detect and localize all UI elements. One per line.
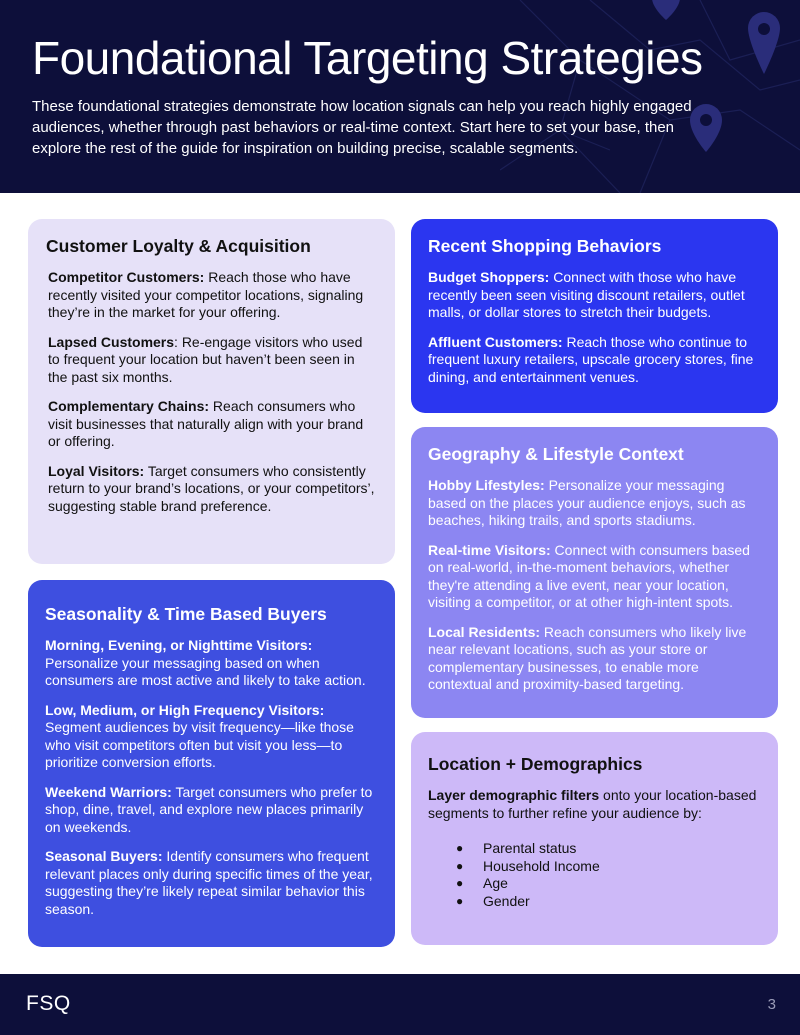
strategy-description: Reach consumers who visit businesses that naturally align with your brand or offering. xyxy=(48,398,364,449)
strategy-term: Low, Medium, or High Frequency Visitors: xyxy=(45,701,325,718)
strategy-description: Reach those who continue to frequent luxury retailers, upscale grocery stores, fine dining, and entertainment venues. xyxy=(428,333,754,385)
strategy-description: Reach consumers who likely live near relevant locations, such as your store or complementary businesses, to enable more contextual and proximity-based targeting. xyxy=(428,623,747,692)
list-item xyxy=(456,875,760,893)
strategy-description: Connect with those who have recently been seen visiting discount retailers, outlet malls, or dollar stores to stretch their budgets. xyxy=(428,269,745,320)
list-item-label: Parental status xyxy=(483,840,577,856)
strategy-item xyxy=(46,463,375,516)
strategy-item xyxy=(45,637,379,690)
strategy-term: Layer demographic filters xyxy=(428,787,600,803)
strategy-item xyxy=(428,477,764,530)
list-item xyxy=(456,893,760,911)
card-customer-loyalty xyxy=(28,219,395,564)
demographics-lead xyxy=(428,787,760,822)
card-seasonality xyxy=(28,580,395,947)
strategy-description: Target consumers who prefer to shop, dine, travel, and explore new places primarily on weekends. xyxy=(45,783,373,835)
strategy-description: Connect with consumers based on real-world, in-the-moment behaviors, whether they're attending a live event, near your location, visiting a competitor, or at other high-intent spots. xyxy=(428,541,750,610)
bullet-icon: ● xyxy=(456,876,464,890)
fsq-logo: FSQ xyxy=(26,992,71,1015)
strategy-item xyxy=(45,702,379,772)
strategy-term: Affluent Customers: xyxy=(428,333,563,350)
card-title: Geography & Lifestyle Context xyxy=(428,444,684,464)
strategy-item xyxy=(428,269,760,322)
intro-paragraph: These foundational strategies demonstrate how location signals can help you reach highly engaged audiences, whether through past behaviors or real-time context. Start here to set your base, then explore the rest of the guide for inspiration on building precise, scalable segments. xyxy=(32,98,692,157)
strategy-description: Reach those who have recently visited your competitor locations, signaling they’re in the market for your offering. xyxy=(48,269,364,320)
strategy-item xyxy=(45,784,379,837)
strategy-term: Loyal Visitors: xyxy=(48,462,145,479)
strategy-item xyxy=(46,269,375,322)
card-title: Location + Demographics xyxy=(428,754,643,774)
strategy-description: Personalize your messaging based on the places your audience enjoys, such as beaches, hiking trails, and sports stadiums. xyxy=(428,477,746,528)
strategy-item xyxy=(428,624,764,694)
header-banner xyxy=(0,0,800,193)
strategy-item xyxy=(46,334,375,387)
strategy-term: Weekend Warriors: xyxy=(45,783,172,800)
strategy-item xyxy=(45,848,379,918)
page-title: Foundational Targeting Strategies xyxy=(32,32,703,84)
card-shopping-behaviors xyxy=(411,219,778,413)
card-geography-lifestyle xyxy=(411,427,778,718)
bullet-icon: ● xyxy=(456,841,464,855)
list-item-label: Household Income xyxy=(483,857,600,874)
strategy-description: Segment audiences by visit frequency—like those who visit competitors often but visit you less—to prioritize conversion efforts. xyxy=(45,719,354,770)
strategy-term: Local Residents: xyxy=(428,623,541,640)
bullet-icon: ● xyxy=(456,893,464,908)
strategy-term: Competitor Customers: xyxy=(48,269,205,285)
bullet-icon: ● xyxy=(456,858,464,873)
strategy-term: Morning, Evening, or Nighttime Visitors: xyxy=(45,637,313,653)
card-title: Recent Shopping Behaviors xyxy=(428,236,662,256)
strategy-item xyxy=(428,334,760,387)
list-item xyxy=(456,858,760,876)
strategy-term: Lapsed Customers xyxy=(48,333,175,350)
footer-bar xyxy=(0,974,800,1035)
strategy-description: onto your location-based segments to further refine your audience by: xyxy=(428,787,757,821)
list-item-label: Gender xyxy=(483,892,530,909)
card-location-demographics xyxy=(411,732,778,945)
strategy-item xyxy=(428,542,764,612)
strategy-description: Target consumers who consistently return to your brand’s locations, or your competitors’, suggesting stable brand preference. xyxy=(48,462,375,514)
strategy-description: Identify consumers who frequent relevant places only during specific times of the year, suggesting they’re likely repeat similar behavior this season. xyxy=(45,848,373,917)
page-number: 3 xyxy=(767,996,776,1013)
list-item xyxy=(456,840,760,858)
card-title: Customer Loyalty & Acquisition xyxy=(46,236,311,256)
strategy-term: Real-time Visitors: xyxy=(428,541,551,558)
list-item-label: Age xyxy=(483,875,508,891)
card-title: Seasonality & Time Based Buyers xyxy=(45,604,327,624)
strategy-item xyxy=(46,398,375,451)
strategy-description: Personalize your messaging based on when consumers are most active and likely to take action. xyxy=(45,654,366,688)
demographics-list xyxy=(428,840,760,910)
strategy-term: Complementary Chains: xyxy=(48,398,210,414)
strategy-term: Budget Shoppers: xyxy=(428,269,550,285)
strategy-term: Seasonal Buyers: xyxy=(45,848,163,864)
strategy-term: Hobby Lifestyles: xyxy=(428,477,545,493)
strategy-description: : Re-engage visitors who used to frequent your location but haven’t been seen in the past six months. xyxy=(48,333,363,385)
